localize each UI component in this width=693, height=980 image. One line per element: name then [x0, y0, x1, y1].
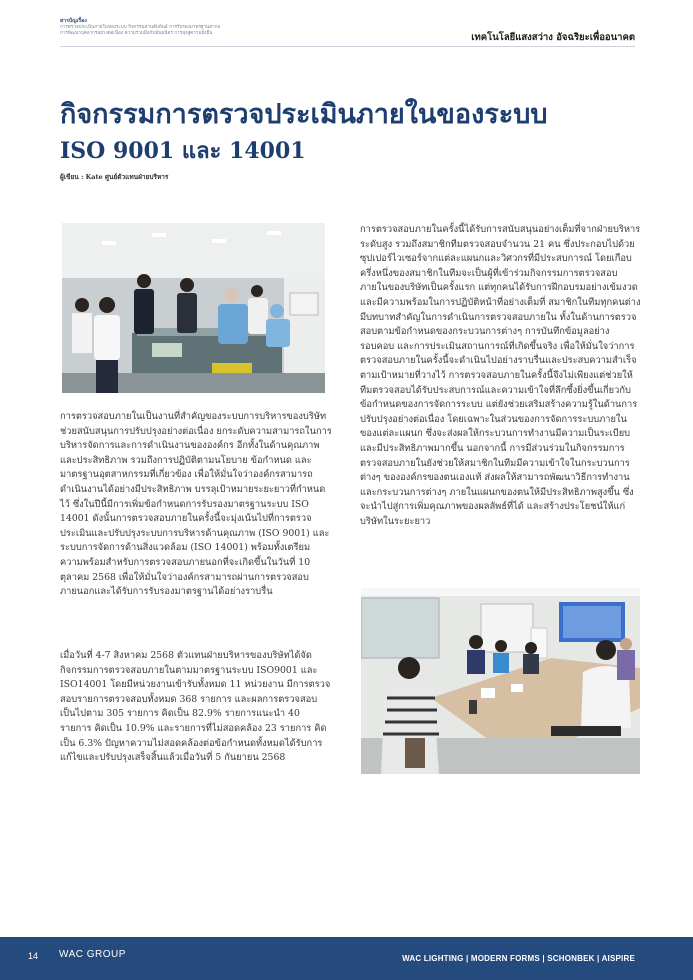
article-subtitle: ISO 9001 และ 14001	[60, 138, 306, 164]
footer-brand-list: WAC LIGHTING | MODERN FORMS | SCHONBEK | AISPIRE	[402, 954, 635, 963]
article-paragraph-results	[60, 649, 332, 766]
footer-brand-logo: WAC GROUP	[59, 949, 126, 960]
paragraph-text: การตรวจสอบภายในเป็นงานที่สำคัญของระบบการบริหารของบริษัท ช่วยสนับสนุนการปรับปรุงอย่างต่อเนื่อง ยกระดับความสามารถในการบริหารจัดการและการดำเนินงานขององค์กร อีกทั้งในด้านคุณภาพและประสิทธิภาพ รวมถึงการปฏิบัติตามนโยบาย ข้อกำหนด และมาตรฐานอุตสาหกรรมที่เกี่ยวข้อง เพื่อให้มั่นใจว่าองค์กรสามารถดำเนินงานได้อย่างมีประสิทธิภาพ บรรลุเป้าหมายระยะยาวที่กำหนดไว้ ซึ่งในปีนี้มีการเพิ่มข้อกำหนดการรับรองมาตรฐานระบบ ISO 14001 ดังนั้นการตรวจสอบภายในครั้งนี้จะมุ่งเน้นไปที่การตรวจประเมินและปรับปรุงระบบการบริหารด้านคุณภาพ (ISO 9001) และระบบการจัดการด้านสิ่งแวดล้อม (ISO 14001) พร้อมทั้งเตรียมความพร้อมสำหรับการตรวจสอบภายนอกที่จะเกิดขึ้นในวันที่ 10 ตุลาคม 2568 เพื่อให้มั่นใจว่าองค์กรสามารถผ่านการตรวจสอบภายนอกและได้รับการรับรองมาตรฐานได้อย่างราบรื่น	[60, 411, 332, 598]
paragraph-text: การตรวจสอบภายในครั้งนี้ได้รับการสนับสนุนอย่างเต็มที่จากฝ่ายบริหารระดับสูง รวมถึงสมาชิกทีมตรวจสอบจำนวน 21 คน ซึ่งประกอบไปด้วยซุปเปอร์ไวเซอร์จากแต่ละแผนกและวิศวกรที่มีประสบการณ์ โดยเกือบครึ่งหนึ่งของสมาชิกในทีมจะเป็นผู้ที่เข้าร่วมกิจกรรมการตรวจสอบภายในของบริษัทเป็นครั้งแรก แต่ทุกคนได้รับการฝึกอบรมอย่างเข้มงวดและมีความพร้อมในการปฏิบัติหน้าที่อย่างเต็มที่ สมาชิกในทีมทุกคนต่างมีบทบาทสำคัญในการดำเนินการตรวจสอบภายใน ทั้งในด้านการตรวจสอบตามข้อกำหนดของกระบวนการต่างๆ การบันทึกข้อมูลอย่างรอบคอบ และการประเมินสถานการณ์ที่เกิดขึ้นจริง เพื่อให้มั่นใจว่าการตรวจสอบภายในครั้งนี้จะดำเนินไปอย่างราบรื่นและประสบความสำเร็จตามเป้าหมายที่วางไว้ การตรวจสอบภายในครั้งนี้จึงไม่เพียงแต่ช่วยให้ทีมตรวจสอบได้รับประสบการณ์และความเข้าใจที่ลึกซึ้งยิ่งขึ้นเกี่ยวกับข้อกำหนดของการจัดการระบบ แต่ยังช่วยเสริมสร้างความรู้ในด้านการปรับปรุงอย่างต่อเนื่อง โดยเฉพาะในส่วนของการจัดการระบบภายในของแต่ละแผนก ซึ่งจะส่งผลให้กระบวนการทำงานมีความเป็นระเบียบและมีประสิทธิภาพมากขึ้น นอกจากนี้ การมีส่วนร่วมในกิจกรรมการตรวจสอบภายในยังช่วยให้สมาชิกในทีมมีความเข้าใจในกระบวนการต่างๆ ขององค์กรของตนเองแท้ ส่งผลให้สามารถพัฒนาวิธีการทำงานและกระบวนการต่างๆ ภายในแผนกของตนให้มีประสิทธิภาพสูงขึ้น ซึ่งจะนำไปสู่การเพิ่มคุณภาพของผลลัพธ์ที่ได้ และสร้างประโยชน์ให้แก่บริษัทในระยะยาว	[360, 224, 641, 527]
header-contents	[60, 18, 260, 38]
paragraph-text: เมื่อวันที่ 4-7 สิงหาคม 2568 ตัวแทนฝ่ายบริหารของบริษัทได้จัดกิจกรรมการตรวจสอบภายในตามมาตรฐานระบบ ISO9001 และ ISO14001 โดยมีหน่วยงานเข้ารับทั้งหมด 11 หน่วยงาน มีการตรวจสอบรายการตรวจสอบทั้งหมด 368 รายการ และผลการตรวจสอบเป็นไปตาม 305 รายการ คิดเป็น 82.9% รายการแนะนำ 40 รายการ คิดเป็น 10.9% และรายการที่ไม่สอดคล้อง 23 รายการ คิดเป็น 6.3% ปัญหาความไม่สอดคล้องต่อข้อกำหนดทั้งหมดได้รับการแก้ไขและปรับปรุงเสร็จสิ้นแล้วเมื่อวันที่ 5 กันยายน 2568	[60, 650, 331, 764]
header-contents-line: การพัฒนาบุคลากรอย่างต่อเนื่อง ความร่วมมือกับพันธมิตร การมุ่งสู่ความยั่งยืน	[60, 31, 213, 36]
article-title: กิจกรรมการตรวจประเมินภายในของระบบ	[60, 99, 548, 130]
photo-meeting-room	[361, 588, 640, 774]
header-divider	[60, 46, 635, 47]
header-contents-title: สารบัญเรื่อง	[60, 18, 87, 24]
article-paragraph-intro	[60, 410, 332, 600]
photo-meeting-room-graphic	[361, 588, 640, 774]
photo-lab-inspection	[62, 223, 325, 393]
header-tagline: เทคโนโลยีแสงสว่าง อัจฉริยะเพื่ออนาคต	[471, 32, 635, 43]
article-paragraph-team	[360, 223, 642, 529]
page-footer	[0, 937, 693, 980]
header-contents-line: การตรวจประเมินภายในของระบบ กิจกรรมสานสัมพันธ์ การรับรองมาตรฐานสากล	[60, 24, 221, 30]
article-author: ผู้เขียน : Kate ศูนย์ตัวแทนฝ่ายบริหาร	[60, 173, 169, 181]
page-number: 14	[28, 951, 39, 961]
photo-lab-inspection-graphic	[62, 223, 325, 393]
